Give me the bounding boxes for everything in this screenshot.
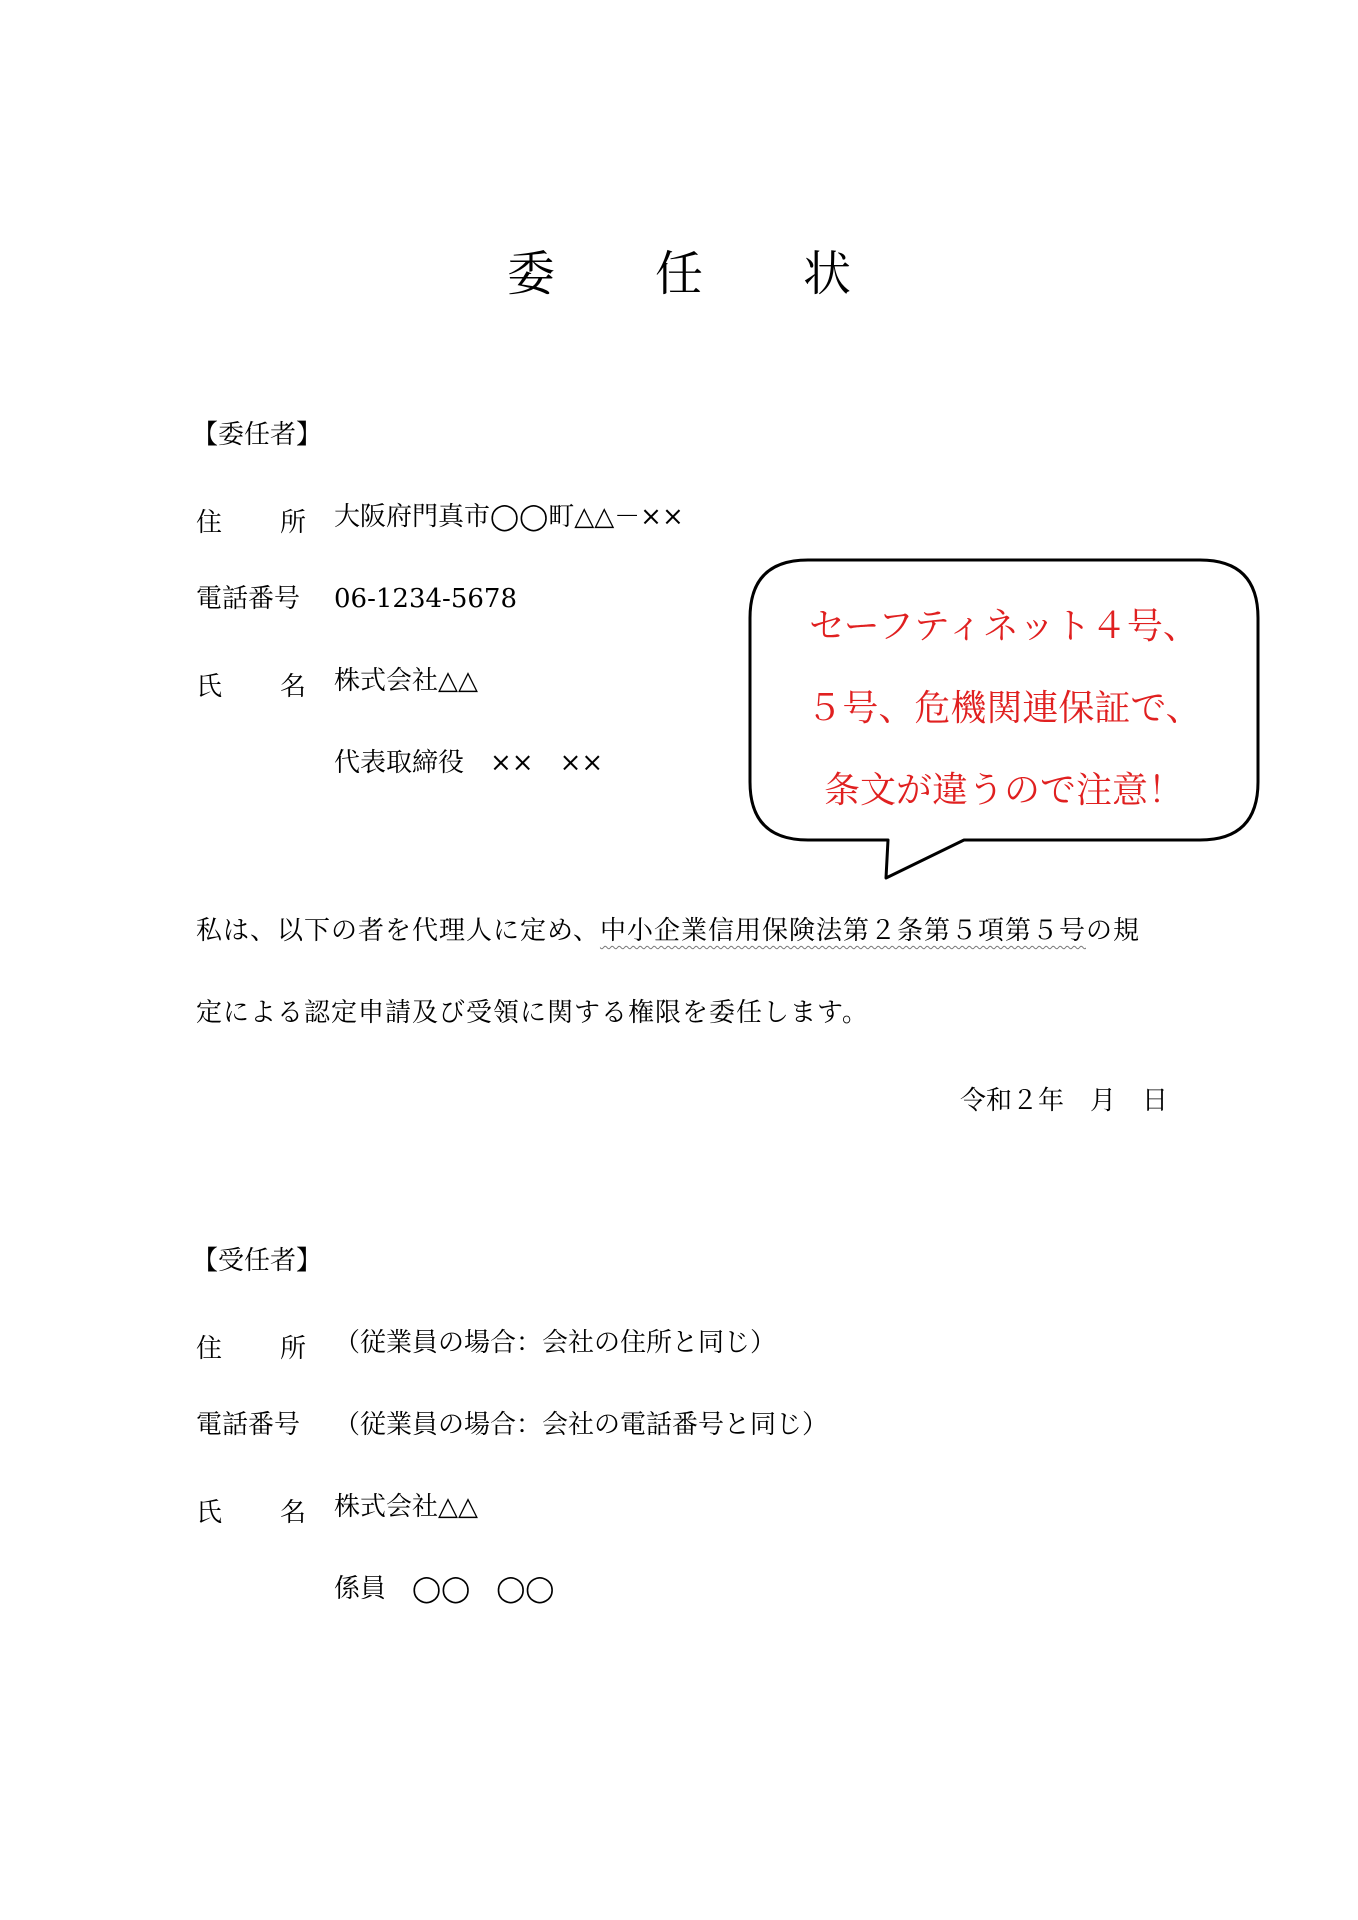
callout-line-2: ５号、危機関連保証で、 xyxy=(806,688,1202,729)
address-label: 住 所 xyxy=(196,1334,307,1364)
delegate-address-value: （従業員の場合：会社の住所と同じ） xyxy=(334,1328,777,1358)
delegate-staff: 係員 ◯◯ ◯◯ xyxy=(334,1574,555,1604)
body-line-1-pre: 私は、以下の者を代理人に定め、 xyxy=(196,916,600,946)
delegate-company: 株式会社△△ xyxy=(334,1492,478,1522)
title-char-3: 状 xyxy=(803,246,852,302)
delegate-name-row xyxy=(196,1486,478,1528)
body-line-1 xyxy=(196,910,1140,947)
delegator-address-row xyxy=(196,496,684,538)
callout-line-3: 条文が違うので注意！ xyxy=(823,770,1184,811)
delegate-address-row xyxy=(196,1322,777,1364)
delegate-header: 【受任者】 xyxy=(192,1246,323,1276)
delegate-phone-row xyxy=(196,1404,828,1441)
document-title xyxy=(0,235,1358,304)
phone-label: 電話番号 xyxy=(196,1410,301,1440)
delegator-phone-value: 06-1234-5678 xyxy=(334,584,517,614)
title-char-1: 委 xyxy=(506,246,555,302)
phone-label: 電話番号 xyxy=(196,584,301,614)
delegator-representative: 代表取締役 ×× ×× xyxy=(334,748,604,778)
delegator-address-value: 大阪府門真市◯◯町△△－×× xyxy=(334,502,684,532)
callout-line-1: セーフティネット４号、 xyxy=(809,606,1199,647)
name-label: 氏 名 xyxy=(196,1498,307,1528)
name-label: 氏 名 xyxy=(196,672,307,702)
address-label: 住 所 xyxy=(196,508,307,538)
date-line: 令和２年 月 日 xyxy=(959,1086,1168,1116)
title-char-2: 任 xyxy=(654,246,703,302)
delegate-phone-value: （従業員の場合：会社の電話番号と同じ） xyxy=(334,1410,829,1440)
delegator-company: 株式会社△△ xyxy=(334,666,478,696)
body-line-1-post: の規 xyxy=(1085,916,1140,946)
delegator-header: 【委任者】 xyxy=(192,420,323,450)
law-reference: 中小企業信用保険法第２条第５項第５号 xyxy=(599,916,1086,946)
delegator-phone-row xyxy=(196,578,517,615)
callout-bubble xyxy=(748,558,1260,842)
delegator-name-row xyxy=(196,660,478,702)
body-line-2: 定による認定申請及び受領に関する権限を委任します。 xyxy=(196,998,869,1028)
